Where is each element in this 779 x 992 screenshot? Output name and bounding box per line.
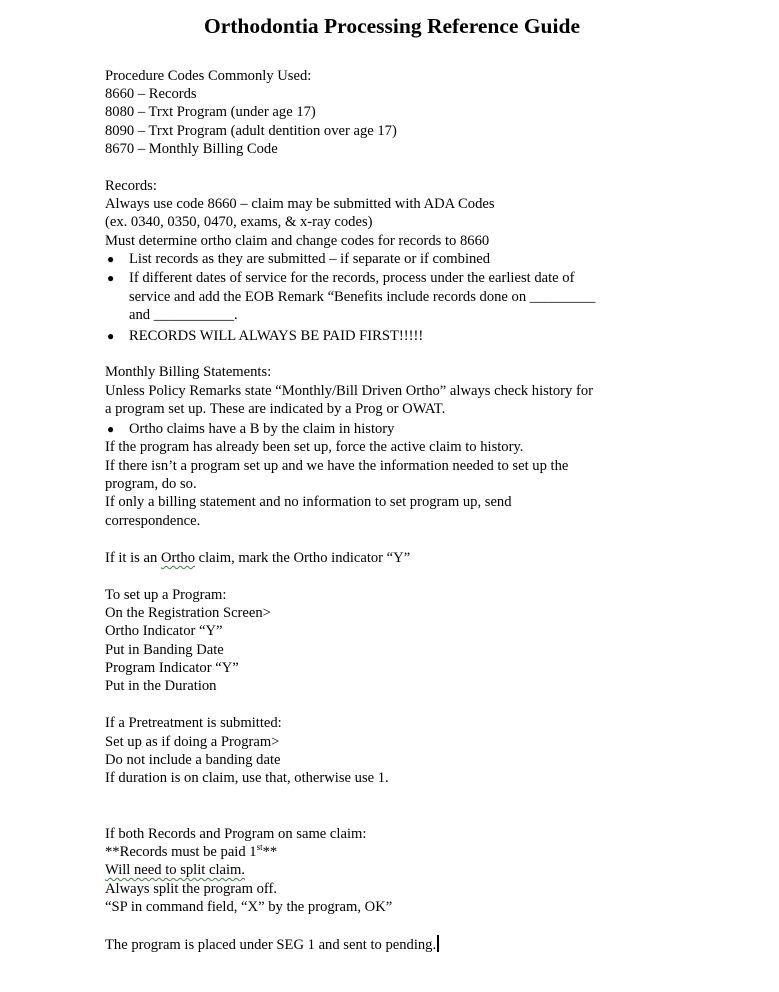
both-heading: If both Records and Program on same claim: [105,826,367,842]
monthly-billing-line: program, do so. [105,476,197,492]
page-title: Orthodontia Processing Reference Guide [203,14,580,38]
setup-program-line: On the Registration Screen> [105,605,271,621]
bullet-icon: ● [107,252,115,266]
final-text: The program is placed under SEG 1 and sent to pending. [105,937,437,953]
ortho-claim-word: Ortho [160,550,195,566]
bullet-icon: ● [107,329,115,343]
bullet-icon: ● [107,422,115,436]
procedure-code-item: 8090 – Trxt Program (adult dentition over age 17) [105,123,397,139]
pretreatment-line: Set up as if doing a Program> [105,734,280,750]
monthly-billing-line: If there isn’t a program set up and we have the information needed to set up the [105,458,569,474]
setup-program-line: Program Indicator “Y” [105,660,239,676]
records-bullet-continuation: and ___________. [129,307,238,323]
both-line: Always split the program off. [105,881,277,897]
monthly-billing-line: If the program has already been set up, force the active claim to history. [105,439,524,455]
setup-program-heading: To set up a Program: [105,587,227,603]
records-line: Must determine ortho claim and change codes for records to 8660 [105,233,490,249]
final-line [105,935,439,954]
records-bullet-continuation: service and add the EOB Remark “Benefits include records done on _________ [129,289,596,305]
monthly-billing-line: Unless Policy Remarks state “Monthly/Bill Driven Ortho” always check history for [105,383,593,399]
records-bullet: If different dates of service for the records, process under the earliest date of [129,270,575,286]
monthly-billing-line: correspondence. [105,513,201,529]
records-line: (ex. 0340, 0350, 0470, exams, & x-ray codes) [105,214,373,230]
ortho-claim-suffix: claim, mark the Ortho indicator “Y” [195,550,411,566]
monthly-billing-heading: Monthly Billing Statements: [105,364,272,380]
bullet-icon: ● [107,271,115,285]
records-bullet: RECORDS WILL ALWAYS BE PAID FIRST!!!!! [129,328,424,344]
procedure-code-item: 8080 – Trxt Program (under age 17) [105,104,316,120]
monthly-billing-line: If only a billing statement and no information to set program up, send [105,494,512,510]
records-heading: Records: [105,178,157,194]
both-line: “SP in command field, “X” by the program, OK” [105,899,393,915]
paid-first-suffix: ** [262,844,278,860]
monthly-billing-line: a program set up. These are indicated by a Prog or OWAT. [105,401,446,417]
split-claim-text: Will need to split claim. [105,862,246,878]
procedure-codes-heading: Procedure Codes Commonly Used: [105,68,312,84]
procedure-code-item: 8660 – Records [105,86,197,102]
ortho-claim-prefix: If it is an [105,550,161,566]
paid-first-superscript: st [256,842,263,852]
pretreatment-line: Do not include a banding date [105,752,281,768]
text-cursor [437,935,439,952]
records-line: Always use code 8660 – claim may be submitted with ADA Codes [105,196,495,212]
setup-program-line: Put in Banding Date [105,642,224,658]
records-bullet: List records as they are submitted – if separate or if combined [129,251,491,267]
pretreatment-heading: If a Pretreatment is submitted: [105,715,282,731]
procedure-code-item: 8670 – Monthly Billing Code [105,141,278,157]
pretreatment-line: If duration is on claim, use that, otherwise use 1. [105,770,389,786]
records-paid-first-line [105,843,277,861]
ortho-claim-line [105,549,410,567]
split-claim-line [105,861,245,879]
monthly-billing-bullet: Ortho claims have a B by the claim in history [129,421,395,437]
setup-program-line: Put in the Duration [105,678,217,694]
setup-program-line: Ortho Indicator “Y” [105,623,223,639]
paid-first-text: **Records must be paid 1 [105,844,257,860]
